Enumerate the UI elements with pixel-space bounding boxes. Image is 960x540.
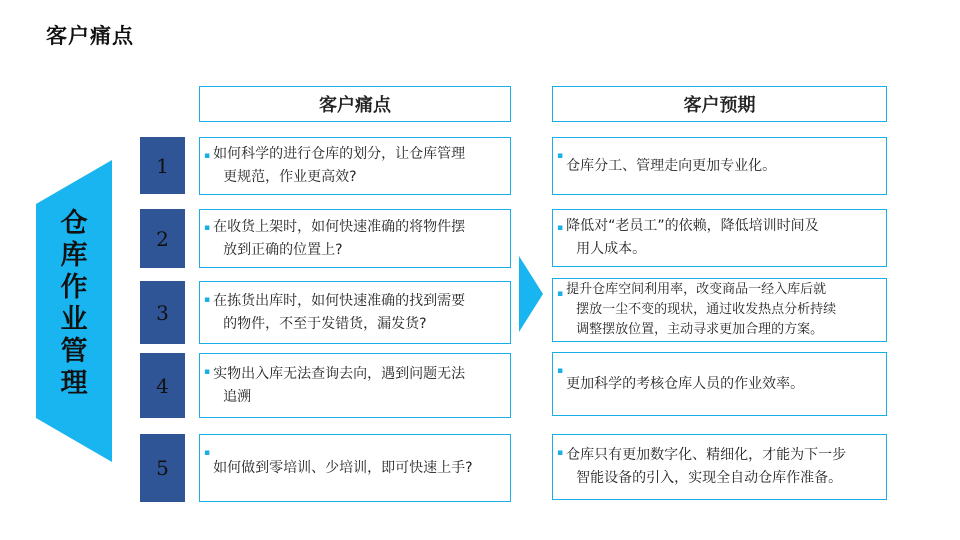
header-pain-points: 客户痛点 [199, 86, 511, 122]
bullet-icon: ▪ [204, 295, 211, 305]
header-expectations: 客户预期 [552, 86, 887, 122]
side-label-char: 业 [60, 304, 88, 335]
row-number-2: 2 [140, 209, 185, 268]
bullet-icon: ▪ [204, 151, 211, 161]
expect-text: 更加科学的考核仓库人员的作业效率。 [566, 375, 805, 392]
side-label-char: 管 [60, 336, 88, 367]
pain-text: 更规范，作业更高效? [223, 169, 357, 185]
bullet-icon: ▪ [204, 367, 211, 377]
row-number-3: 3 [140, 281, 185, 344]
expect-card-2 [552, 209, 887, 267]
pain-card-1 [199, 137, 511, 195]
pain-card-5 [199, 434, 511, 502]
side-label-char: 作 [60, 272, 88, 303]
row-number-4: 4 [140, 353, 185, 418]
side-label-char: 库 [60, 240, 88, 271]
expect-text: 智能设备的引入，实现全自动仓库作准备。 [576, 470, 843, 486]
pain-text: 在拣货出库时，如何快速准确的找到需要 [213, 292, 466, 309]
bullet-icon: ▪ [557, 289, 564, 299]
expect-text: 用人成本。 [576, 241, 647, 257]
chevron-right-icon [519, 256, 543, 332]
side-label-char: 理 [60, 368, 88, 399]
page-title: 客户痛点 [46, 24, 134, 48]
side-label [36, 208, 112, 400]
expect-text: 仓库只有更加数字化、精细化，才能为下一步 [566, 447, 847, 463]
pain-card-3 [199, 281, 511, 344]
expect-card-1 [552, 137, 887, 195]
side-label-char: 仓 [60, 208, 88, 239]
pain-text: 如何做到零培训、少培训，即可快速上手? [213, 459, 473, 476]
bullet-icon: ▪ [557, 223, 564, 233]
bullet-icon: ▪ [557, 448, 564, 458]
pain-text: 在收货上架时，如何快速准确的将物件摆 [213, 218, 466, 235]
expect-card-5 [552, 434, 887, 500]
side-banner [36, 160, 112, 462]
expect-text: 调整摆放位置，主动寻求更加合理的方案。 [576, 322, 824, 337]
row-number-5: 5 [140, 434, 185, 502]
pain-card-2 [199, 209, 511, 268]
pain-text: 追溯 [223, 388, 252, 405]
expect-text: 摆放一尘不变的现状，通过收发热点分析持续 [576, 302, 837, 317]
expect-text: 提升仓库空间利用率，改变商品一经入库后就 [566, 282, 827, 297]
pain-text: 实物出入库无法查询去向，遇到问题无法 [213, 365, 466, 382]
expect-text: 降低对“老员工”的依赖，降低培训时间及 [566, 218, 819, 234]
pain-text: 放到正确的位置上? [223, 241, 343, 258]
expect-card-3 [552, 278, 887, 342]
bullet-icon: ▪ [204, 223, 211, 233]
expect-card-4 [552, 352, 887, 416]
row-number-1: 1 [140, 137, 185, 194]
bullet-icon: ▪ [557, 151, 564, 161]
expect-text: 仓库分工、管理走向更加专业化。 [566, 157, 777, 174]
bullet-icon: ▪ [204, 448, 211, 458]
pain-card-4 [199, 353, 511, 418]
pain-text: 如何科学的进行仓库的划分，让仓库管理 [213, 146, 466, 162]
bullet-icon: ▪ [557, 366, 564, 376]
pain-text: 的物件，不至于发错货，漏发货? [223, 315, 427, 332]
